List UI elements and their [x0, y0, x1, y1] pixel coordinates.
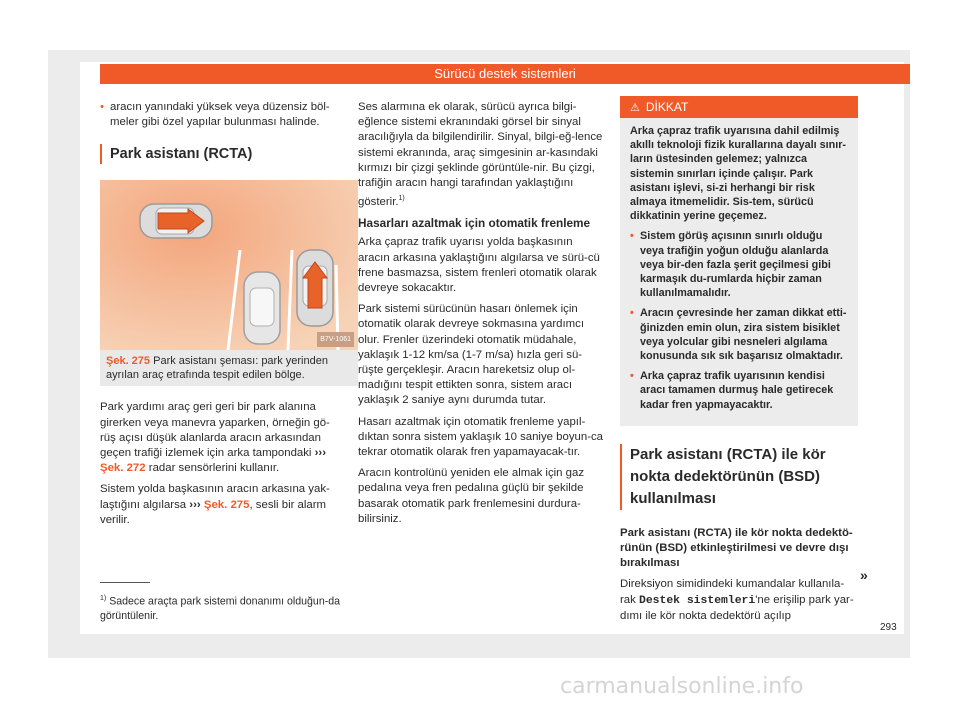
footnote-text: Sadece araçta park sistemi donanımı olduğun-da görüntülenir.	[100, 595, 341, 622]
paragraph	[100, 482, 342, 528]
figure-link-275[interactable]: Şek. 275	[203, 498, 250, 511]
warning-icon: ⚠	[630, 102, 640, 114]
warning-bullet: • Aracın çevresinde her zaman dikkat etti-ğinizden emin olun, zira sistem bisiklet veya yolcular gibi nesneleri algılama konusunda sık sık başarısız olmaktadır.	[630, 306, 848, 363]
warning-title: DİKKAT	[645, 100, 689, 114]
caption-ref: Şek. 275	[106, 355, 151, 368]
paragraph-text: Direksiyon simidindeki kumandalar kullanıla-rak	[620, 578, 845, 606]
paragraph: Aracın kontrolünü yeniden ele almak için gaz pedalına veya fren pedalına güçlü bir şekilde basarak otomatik park frenlemesini durdura-bilirsiniz.	[358, 467, 585, 525]
section-title-bsd: Park asistanı (RCTA) ile kör nokta dedektörünün (BSD) kullanılması	[620, 444, 858, 510]
paragraph-text: Park yardımı araç geri geri bir park alanına girerken veya manevra yaparken, örneğin gö-rüş açısı düşük alanlarda aracın arkasından geçen trafiği izlemek için arka tampondaki	[100, 401, 330, 460]
menu-name: Destek sistemleri	[639, 594, 756, 607]
warning-header	[620, 96, 858, 118]
paragraph-text: , sesli bir alarm verilir.	[100, 498, 327, 526]
warning-box	[620, 96, 858, 426]
paragraph	[358, 100, 604, 210]
figure-275	[100, 180, 358, 350]
subheading-activation: Park asistanı (RCTA) ile kör nokta dedektö-rünün (BSD) etkinleştirilmesi ve devre dışı bırakılması	[620, 526, 853, 570]
watermark: carmanualsonline.info	[560, 674, 804, 699]
page-header: Sürücü destek sistemleri	[100, 64, 910, 84]
figure-code: B7V-1061	[317, 332, 354, 347]
parked-car	[244, 272, 280, 344]
link-arrows: ›››	[189, 498, 201, 511]
column-2	[358, 100, 604, 533]
parking-diagram	[100, 180, 358, 350]
paragraph: Hasarı azaltmak için otomatik frenleme yapıl-dıktan sonra sistem yaklaşık 10 saniye boyun-ca tekrar otomatik olarak fren yapamayacak-tır.	[358, 415, 604, 459]
page-number: 293	[880, 622, 897, 633]
reversing-car	[297, 250, 333, 326]
paragraph	[620, 577, 858, 624]
paragraph: Arka çapraz trafik uyarısı yolda başkasının aracın arkasına yaklaştığını algılarsa ve sürü-cü frene basmazsa, sistem frenleri otomatik olarak devreye sokacaktır.	[358, 236, 600, 295]
paragraph: Park sistemi sürücünün hasarı önlemek için otomatik olarak devreye sokmasına yardımcı olur. Frenler üzerindeki otomatik müdahale, yaklaşık 1-12 km/sa (1-7 m/sa) hızla geri sü-rüşte gerçekleşir. Aracın hareketsiz olup ol-madığını tespit ettikten sonra, sistem aracı yaklaşık 2 saniye aynı durumda tutar.	[358, 303, 585, 407]
warning-intro: Arka çapraz trafik uyarısına dahil edilmiş akıllı teknoloji fizik kurallarına dayalı sınır-ların üstesinden gelemez; yalnızca sistemin sınırları içinde çalışır. Park asistanı işlevi, si-zi herhangi bir risk almaya itmemelidir. Sis-tem, sürücü dikkatinin yerine geçemez.	[630, 125, 847, 223]
footnote-ref: 1)	[398, 195, 405, 203]
footnote-mark: 1)	[100, 595, 107, 602]
caption-text: Park asistanı şeması: park yerinden ayrılan araç etrafında tespit edilen bölge.	[106, 355, 328, 382]
paragraph-text: Sistem yolda başkasının aracın arkasına yak-laştığını algılarsa	[100, 483, 330, 511]
paragraph-text: Ses alarmına ek olarak, sürücü ayrıca bilgi-eğlence sistemi ekranındaki görsel bir sinyal aracılığıyla da bilgilendirilir. Sinyal, bilgi-eğ-lence sistemi ekranında, araç simgesinin ar-kasındaki kırmızı bir çizgi şeklinde görüntüle-nir. Bu çizgi, trafiğin aracın hangi tarafından yaklaştığını gösterir.	[358, 101, 603, 209]
warning-bullet: • Sistem görüş açısının sınırlı olduğu veya trafiğin yoğun olduğu alanlarda veya bir-den fazla şerit geçilmesi gibi karmaşık du-rumlarda hiçbir zaman kullanılmamalıdır.	[630, 229, 848, 300]
figure-link-272[interactable]: Şek. 272	[100, 462, 146, 475]
column-3	[620, 100, 858, 630]
continue-mark: »	[860, 567, 868, 583]
approaching-car	[140, 204, 212, 238]
link-arrows: ›››	[314, 447, 327, 460]
footnote-divider	[100, 582, 150, 583]
paragraph	[100, 400, 342, 476]
intro-bullet: • aracın yanındaki yüksek veya düzensiz böl-meler gibi özel yapılar bulunması halinde.	[100, 100, 342, 130]
warning-body	[620, 118, 858, 426]
footnote	[100, 592, 350, 623]
figure-caption	[100, 350, 358, 386]
paragraph-text: 'ne erişilip park yar-dımı ile kör nokta dedektörü açılıp	[620, 593, 854, 622]
warning-bullet: • Arka çapraz trafik uyarısının kendisi aracı tamamen durmuş hale getirecek kadar fren yapmayacaktır.	[630, 369, 848, 412]
section-title-rcta: Park asistanı (RCTA)	[100, 144, 342, 164]
subheading-auto-brake: Hasarları azaltmak için otomatik frenleme	[358, 216, 591, 231]
column-1	[100, 100, 351, 534]
paragraph-text: radar sensörlerini kullanır.	[148, 462, 280, 475]
